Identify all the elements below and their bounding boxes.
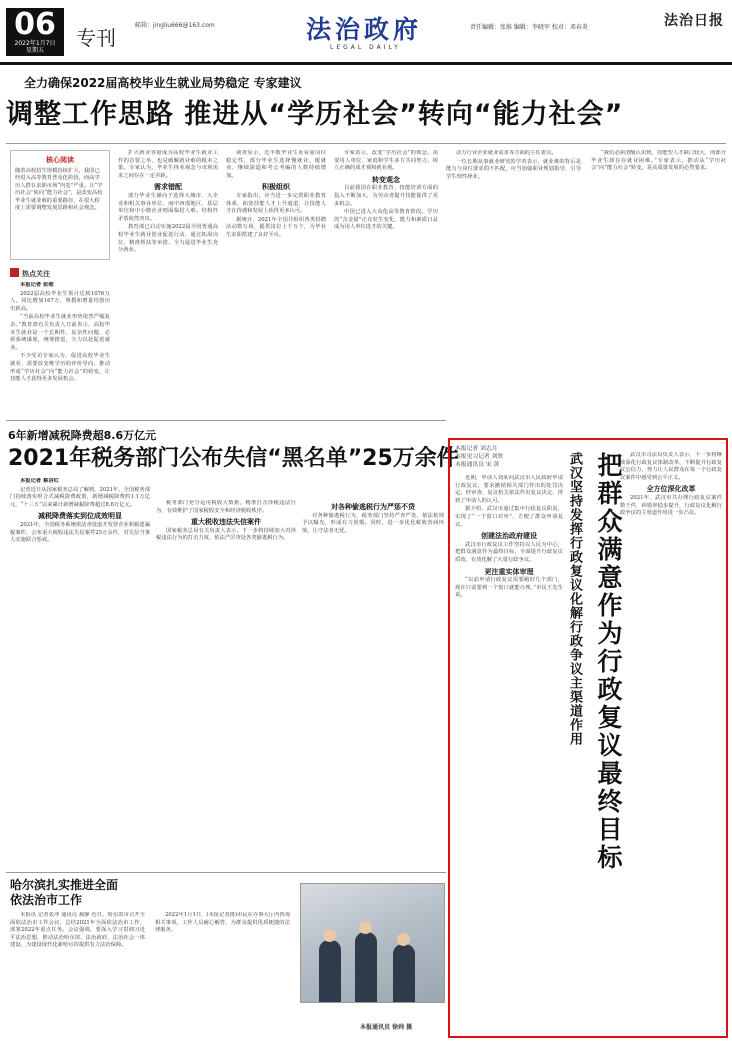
paragraph: 动力行业企业就业需求等方面的主任委员。 <box>456 150 557 156</box>
lead-column-1 <box>10 282 110 416</box>
paragraph: 2021年，全国税务系统依法查处虚开发票企业和偷逃骗税案件，公布重大税收违法失信案件25万余件，对失信当事人实施联合惩戒。 <box>10 521 150 544</box>
paragraph: 武汉市司法局负责人表示，下一步将继续深化行政复议体制改革，不断提升行政复议公信力，努力让人民群众在每一个行政复议案件中感受到公平正义。 <box>620 452 722 481</box>
wuhan-byline: 本报记者 刘志月 本报见习记者 刘欣 本报通讯员 宋 黄 <box>455 446 504 468</box>
divider <box>6 143 726 144</box>
editors-credit: 责任编辑：张维 编辑：李晓军 校对：邓春炎 <box>470 24 588 31</box>
photo-caption: 2022年1月1日，(本报记者摄)市民在办事大厅内咨询相关事项，工作人员耐心解答，为群众提供优质便捷的法律服务。 <box>155 912 290 934</box>
tax-column-1 <box>10 478 150 868</box>
paragraph: 2021年，武汉市共办理行政复议案件数千件，纠错率稳步提升，行政复议化解行政争议的主渠道作用进一步凸显。 <box>620 494 722 517</box>
lead-column-4 <box>334 150 438 416</box>
masthead-rule <box>0 62 732 65</box>
subheading: 重大税收违法失信案件 <box>191 518 261 527</box>
subheading: 转变观念 <box>372 175 400 184</box>
paragraph: 中国已进入大众化高等教育阶段，学历的“含金量”正在发生变化，能力和素质日益成为用人单位选才的关键。 <box>334 209 438 231</box>
lead-byline: 本报记者 张维 <box>20 282 54 288</box>
paragraph: 记者近日从国家税务总局了解到，2021年，全国税务部门持续落实组合式减税降费政策，新增减税降费约1.1万亿元，“十三五”以来累计新增减税降费超过8.6万亿元。 <box>10 486 150 508</box>
tax-deck: 6年新增减税降费超8.6万亿元 <box>8 429 157 442</box>
page-number: 06 <box>14 7 56 42</box>
paragraph: 不少受访专家认为，促进高校毕业生就业，需要改变唯学历的评价导向，推动形成“学历社会”向“能力社会”的转变，让技能人才获得更多发展机会。 <box>10 353 110 383</box>
paragraph: 一位长期从事就业研究的学者表示，就业难的背后是能力与岗位要求的不匹配，应当加强职业规划指导，引导学生理性择业。 <box>446 158 581 180</box>
paragraph: 2022届高校毕业生预计达到1076万人，同比增加167万，规模和增量均创历史新高。 <box>10 290 110 312</box>
divider <box>6 872 446 873</box>
page-weekday: 星期五 <box>25 47 44 54</box>
wuhan-column-1 <box>455 475 563 1033</box>
paragraph: 国家税务总局有关负责人表示，下一步将持续加大对涉税违法行为的打击力度，依法严厉查处各类偷逃税行为。 <box>156 527 296 542</box>
lead-column-3 <box>226 150 326 416</box>
core-reading-box <box>10 150 110 260</box>
flame-icon <box>10 268 19 277</box>
subheading: 全方位深化改革 <box>646 485 696 494</box>
section-subtitle: LEGAL DAILY <box>330 44 401 51</box>
paragraph: 专家指出，应当进一步完善职业教育体系，拓宽技能人才上升通道，让技能人才在待遇和发展上获得更多认可。 <box>226 192 326 215</box>
paragraph: 据介绍，武汉市通过集中行政复议职责，实现了“一个窗口对外”，方便了群众申请复议。 <box>455 506 563 528</box>
tax-headline: 2021年税务部门公布失信“黑名单”25万余件 <box>8 446 459 471</box>
paragraph: “以前申请行政复议需要跑好几个部门，现在只需要到一个窗口就能办理。”市民王先生说。 <box>455 577 563 599</box>
paragraph: 部分毕业生倾向于选择大城市、大企业和机关事业单位，而中西部地区、基层单位和中小微企业则面临招人难。结构性矛盾依然突出。 <box>118 192 218 222</box>
tax-column-2 <box>156 500 296 868</box>
hot-topic-label: 热点关注 <box>10 268 50 279</box>
subheading: 对各种偷逃税行为严惩不贷 <box>331 503 415 511</box>
wuhan-subheadline: 武汉坚持发挥行政复议化解行政争议主渠道作用 <box>567 452 582 746</box>
subheading: 更注重实体审理 <box>484 567 534 576</box>
paragraph: 据统计，2021年全国共组织各类招聘活动数万场，提供岗位上千万个，为毕业生求职搭建了良好平台。 <box>226 216 326 238</box>
subheading: 需求错配 <box>154 183 182 192</box>
contact-email: 邮箱：jingliu666@163.com <box>135 22 215 29</box>
paragraph: 武汉市行政复议工作坚持以人民为中心，把群众满意作为最终目标，全面提升行政复议质效，有效化解了大量行政争议。 <box>455 541 563 563</box>
paragraph: 扩大就业容量成为高校毕业生就业工作的首要之举，也是破解就业难的根本之策。专家认为，毕业生择业观念与市场需求之间存在一定差距。 <box>118 150 218 179</box>
paragraph: “我们必须清醒认识到，技能型人才缺口较大，而部分毕业生却存在就业困难。”专家表示，推动从“学历社会”向“能力社会”转变，是高质量发展的必然要求。 <box>591 150 726 172</box>
paragraph: “当前高校毕业生就业形势依然严峻复杂。”教育部有关负责人日前表示，高校毕业生就业是一个长期性、复杂性问题，必须系统谋划，统筹推进，全力以赴促进就业。 <box>10 314 110 351</box>
special-label: 专刊 <box>76 26 116 50</box>
paragraph: 对各种偷逃税行为，税务部门坚持严查严处，依法依规予以曝光，形成有力震慑。同时，进一步优化税收营商环境，让守法者无忧。 <box>302 512 444 534</box>
harbin-body <box>10 912 290 1038</box>
paragraph: 本报讯 记者张冲 通讯员 郝静 近日，哈尔滨市召开全面依法治市工作会议，总结2021年全面依法治市工作，部署2022年重点任务。会议强调，要深入学习贯彻习近平法治思想，推动法治哈尔滨、法治政府、法治社会一体建设，为建设现代化新哈尔滨提供有力法治保障。 <box>10 912 145 949</box>
newspaper-logo: 法治日报 <box>664 13 724 29</box>
news-photo <box>300 883 445 1003</box>
masthead <box>0 0 732 62</box>
section-title: 法治政府 <box>306 15 423 44</box>
lead-column-5 <box>446 150 726 430</box>
divider <box>6 420 446 421</box>
page-date: 2022年1月7日 <box>14 40 56 47</box>
subheading: 减税降费落实到位成效明显 <box>38 512 122 521</box>
core-title: 核心阅读 <box>46 156 74 164</box>
tax-byline: 本报记者 蔡岩红 <box>20 478 59 484</box>
tax-column-3 <box>302 500 444 868</box>
paragraph: 税务部门充分运用税收大数据，精准打击涉税违法行为，有效维护了国家税收安全和经济税收秩序。 <box>156 500 296 514</box>
paragraph: 近期，申请人刘某向武汉市人民政府申请行政复议，要求撤销相关部门作出的处罚决定。经审查，复议机关依法作出复议决定，得到了申请人的认可。 <box>455 475 563 504</box>
paragraph: 专家表示，改变“学历社会”的观念，需要用人单位、家庭和学生多方共同努力，树立正确的成才观和就业观。 <box>334 150 438 172</box>
subheading: 积极组织 <box>262 183 290 192</box>
paragraph: 调查显示，近半数毕业生更看重岗位稳定性，部分毕业生选择慢就业、缓就业，继续深造和考公考编的人数持续增加。 <box>226 150 326 179</box>
page-number-box <box>6 8 64 56</box>
lead-headline: 调整工作思路 推进从“学历社会”转向“能力社会” <box>6 99 624 130</box>
wuhan-headline: 把群众满意作为行政复议最终目标 <box>594 452 623 872</box>
core-body: 随着高校招生规模持续扩大，我国已经进入高等教育普及化阶段，而高学历人群在求职市场“内卷”严重。让“学历社会”转向“能力社会”，是改变高校毕业生就业难的重要路径，在很大程度上需要调整发展思路和社会观念。 <box>15 168 103 212</box>
photo-credit: 本报通讯员 徐帅 摄 <box>360 1024 413 1031</box>
subheading: 创建法治政府建设 <box>481 532 537 541</box>
lead-column-2 <box>118 150 218 416</box>
lead-kicker: 全力确保2022届高校毕业生就业局势稳定 专家建议 <box>24 76 302 90</box>
wuhan-column-2 <box>620 452 722 1032</box>
harbin-headline: 哈尔滨扎实推进全面依法治市工作 <box>10 878 119 907</box>
paragraph: 教育部已启动实施2022届全国普通高校毕业生就业创业促进行动，通过拓展岗位、精准帮扶等举措，全力促进毕业生充分就业。 <box>118 224 218 254</box>
paragraph: 目前我国在职业教育、技能培训方面的投入不断加大，为劳动者提升技能提供了更多机会。 <box>334 185 438 207</box>
